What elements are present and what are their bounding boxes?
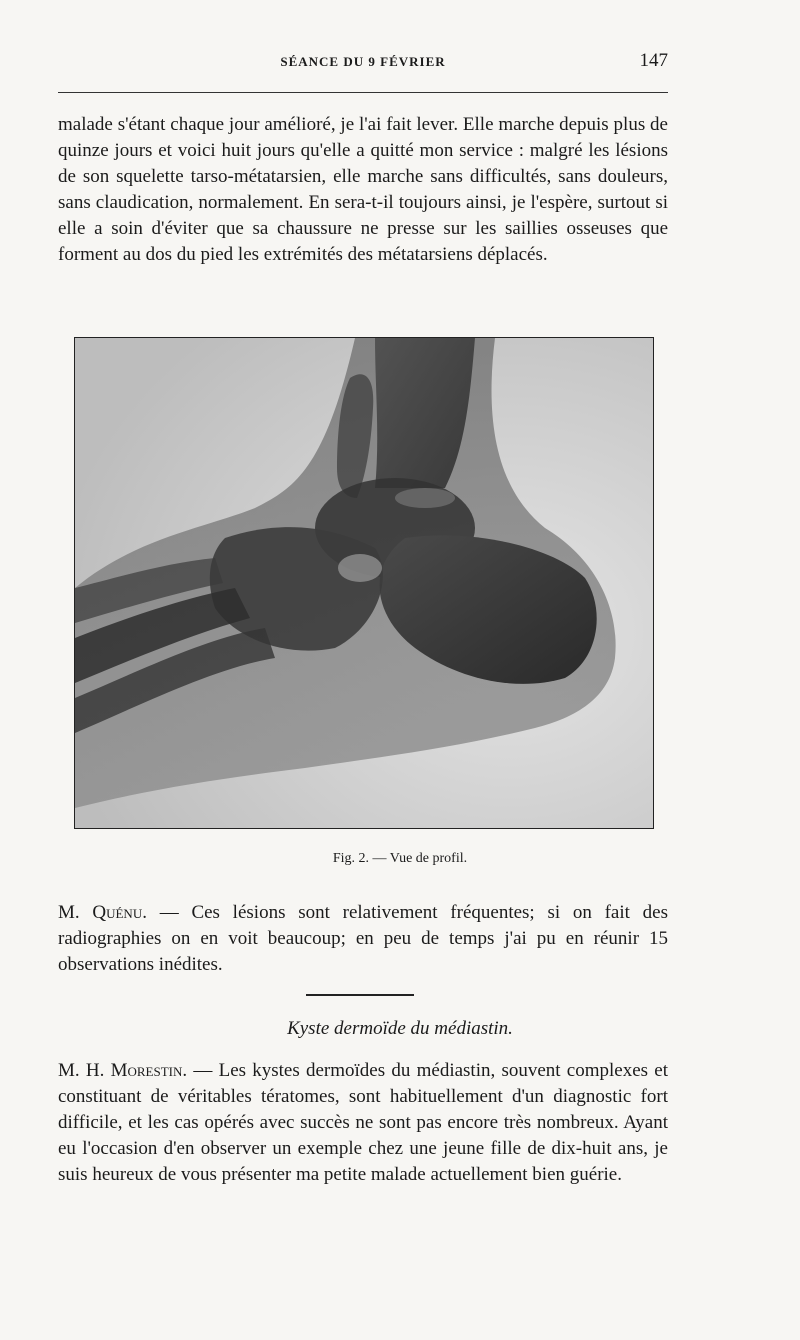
body-paragraph-3 xyxy=(58,1058,668,1188)
xray-foot-image xyxy=(75,338,653,828)
paragraph-text: — Ces lésions sont relativement fréquentes; si on fait des radiographies on en voit beaucoup; en peu de temps j'ai pu en réunir 15 observations inédites. xyxy=(58,902,668,975)
speaker-name: M. H. Morestin. xyxy=(58,1060,188,1081)
body-paragraph-1: malade s'étant chaque jour amélioré, je l'ai fait lever. Elle marche depuis plus de quinze jours et voici huit jours qu'elle a quitté mon service : malgré les lésions de son squelette tarso-métatarsien, elle marche sans difficultés, sans douleurs, sans claudication, normalement. En sera-t-il toujours ainsi, je l'espère, surtout si elle a soin d'éviter que sa chaussure ne presse sur les saillies osseuses que forment au dos du pied les extrémités des métatarsiens déplacés. xyxy=(58,114,668,265)
page-number: 147 xyxy=(639,50,668,71)
section-separator xyxy=(306,994,414,996)
xray-figure xyxy=(74,337,654,829)
paragraph-text: — Les kystes dermoïdes du médiastin, souvent complexes et constituant de véritables tératomes, sont habituellement d'un diagnostic fort difficile, et les cas opérés avec succès ne sont pas encore très nombreux. Ayant eu l'occasion d'en observer un exemple chez une jeune fille de dix-huit ans, je suis heureux de vous présenter ma petite malade actuellement bien guérie. xyxy=(58,1060,668,1185)
body-paragraph-2 xyxy=(58,900,668,978)
header-rule xyxy=(58,92,668,93)
figure-caption: Fig. 2. — Vue de profil. xyxy=(332,851,468,866)
speaker-name: M. Quénu. xyxy=(58,902,147,923)
section-title: Kyste dermoïde du médiastin. xyxy=(287,1018,513,1039)
page-header xyxy=(58,50,668,76)
running-head: SÉANCE DU 9 FÉVRIER xyxy=(280,54,446,69)
